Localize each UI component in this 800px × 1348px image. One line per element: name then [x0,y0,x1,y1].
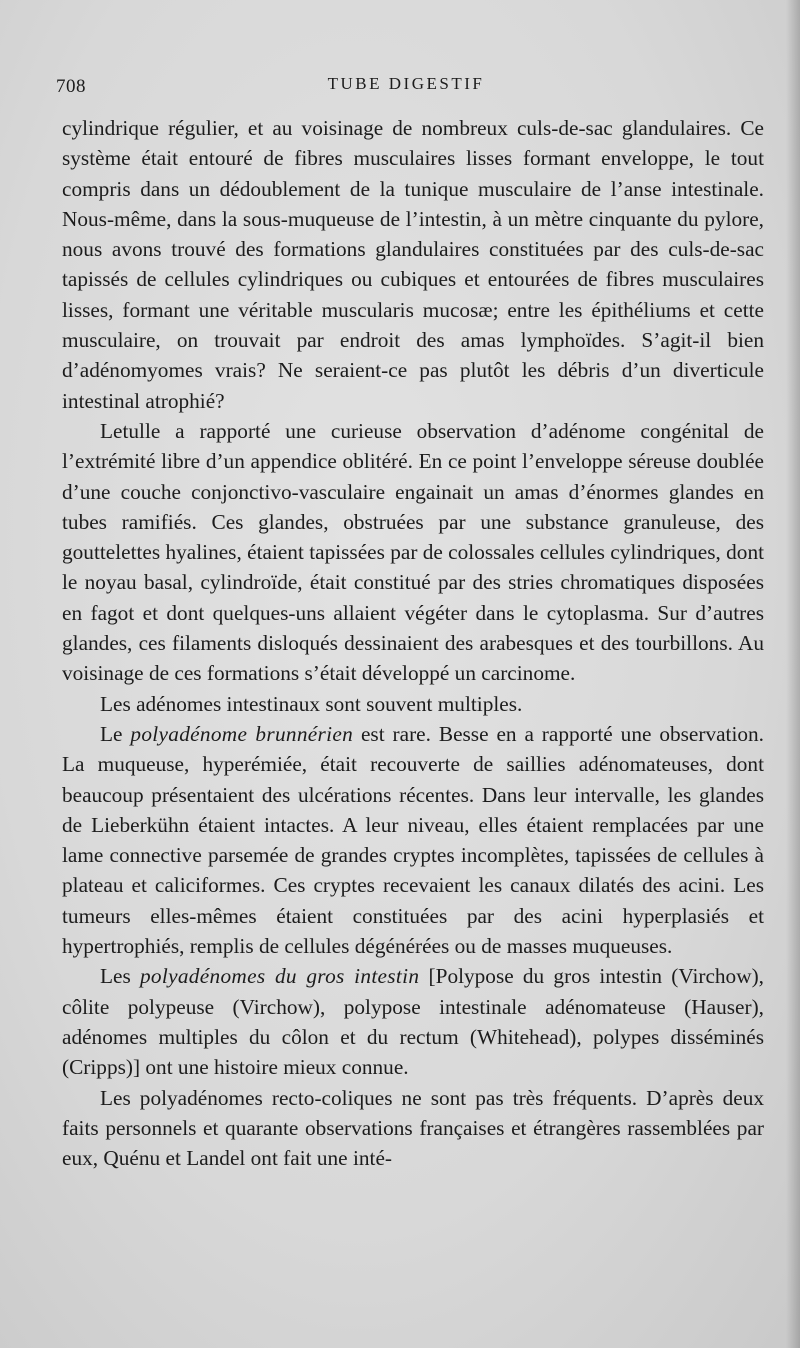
body-text [62,113,764,1173]
paragraph [62,719,764,961]
paragraph [62,961,764,1082]
running-title: TUBE DIGESTIF [327,74,485,93]
page-number: 708 [56,76,86,97]
page-header [56,74,756,102]
paragraph [62,113,764,416]
paragraph [62,416,764,689]
italic-term: polyadénome brunnérien [130,721,354,746]
text-run: Le [100,721,131,746]
text-run: Les polyadénomes recto-coliques ne sont pas très fréquents. D’après deux faits personnels et quarante observations françaises et étrangères rassemblées par eux, Quénu et Landel ont fait une inté- [62,1085,764,1171]
italic-term: polyadénomes du gros intestin [139,964,420,989]
text-run: est rare. Besse en a rapporté une observation. La muqueuse, hyperémiée, était recouverte de saillies adénomateuses, dont beaucoup présentaient des ulcérations récentes. Dans leur intervalle, les glandes de Lieberkühn étaient intactes. A leur niveau, elles étaient remplacées par une lame connective parsemée de grandes cryptes incomplètes, tapissées de cellules à plateau et caliciformes. Ces cryptes recevaient les canaux dilatés des acini. Les tumeurs elles-mêmes étaient constituées par des acini hyperplasiés et hypertrophiés, remplis de cellules dégénérées ou de masses muqueuses. [62,721,765,959]
text-run: Letulle a rapporté une curieuse observation d’adénome congénital de l’extrémité libre d’un appendice oblitéré. En ce point l’enveloppe séreuse doublée d’une couche conjonctivo-vasculaire engainait un amas d’énormes glandes en tubes ramifiés. Ces glandes, obstruées par une substance granuleuse, des gouttelettes hyalines, étaient tapissées par de colossales cellules cylindriques, dont le noyau basal, cylindroïde, était constitué par des stries chromatiques disposées en fagot et dont quelques-uns allaient végéter dans le cytoplasma. Sur d’autres glandes, ces filaments disloqués dessinaient des arabesques et des tourbillons. Au voisinage de ces formations s’était développé un carcinome. [62,418,765,686]
text-run: Les [100,964,140,989]
text-run: cylindrique régulier, et au voisinage de nombreux culs-de-sac glandulaires. Ce système était entouré de fibres musculaires lisses formant enveloppe, le tout compris dans un dédoublement de la tunique musculaire de l’anse intestinale. Nous-même, dans la sous-muqueuse de l’intestin, à un mètre cinquante du pylore, nous avons trouvé des formations glandulaires constituées par des culs-de-sac tapissés de cellules cylindriques ou cubiques et entourées de fibres musculaires lisses, formant une véritable muscularis mucosæ; entre les épithéliums et cette musculaire, on trouvait par endroit des amas lymphoïdes. S’agit-il bien d’adénomyomes vrais? Ne seraient-ce pas plutôt les débris d’un diverticule intestinal atrophié? [62,116,764,413]
paragraph [62,689,764,719]
paragraph [62,1083,764,1174]
text-run: Les adénomes intestinaux sont souvent multiples. [100,691,523,716]
text-run: [Polypose du gros intestin (Virchow), côlite polypeuse (Virchow), polypose intestinale adénomateuse (Hauser), adénomes multiples du côlon et du rectum (Whitehead), polypes disséminés (Cripps)] ont une histoire mieux connue. [62,964,765,1080]
